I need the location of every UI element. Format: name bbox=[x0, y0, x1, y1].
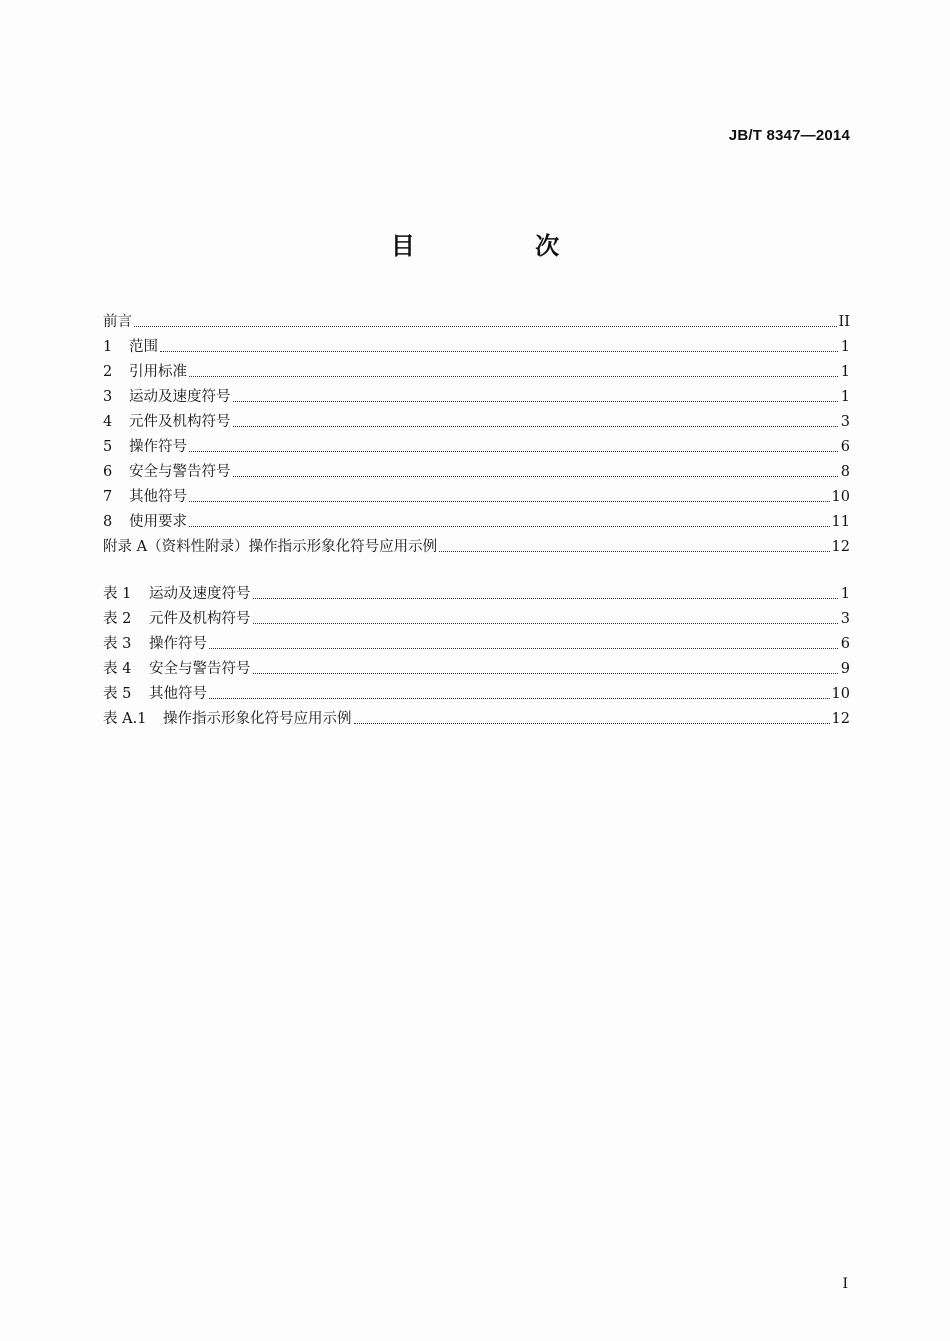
dot-leader bbox=[209, 648, 838, 649]
table-entry-text: 元件及机构符号 bbox=[149, 611, 251, 627]
toc-entry-text: 运动及速度符号 bbox=[129, 389, 231, 405]
table-entry-1[interactable] bbox=[103, 578, 850, 603]
dot-leader bbox=[134, 326, 837, 327]
toc-entry-number: 6 bbox=[103, 464, 113, 480]
toc-page-ref: 10 bbox=[831, 489, 850, 505]
dot-leader bbox=[189, 501, 830, 502]
table-entry-4[interactable] bbox=[103, 653, 850, 678]
toc-entry-number: 4 bbox=[103, 414, 113, 430]
toc-entry-number: 3 bbox=[103, 389, 113, 405]
dot-leader bbox=[354, 723, 830, 724]
toc-entry-number: 7 bbox=[103, 489, 113, 505]
toc-entry-foreword[interactable] bbox=[103, 306, 850, 331]
table-page-ref: 10 bbox=[831, 686, 850, 702]
page-title: 目 次 bbox=[390, 232, 616, 260]
dot-leader bbox=[189, 451, 838, 452]
toc-entry-text: 前言 bbox=[103, 314, 132, 330]
table-page-ref: 1 bbox=[840, 586, 850, 602]
table-entry-text: 安全与警告符号 bbox=[149, 661, 251, 677]
toc-entry-text: 使用要求 bbox=[129, 514, 187, 530]
table-entry-text: 其他符号 bbox=[149, 686, 207, 702]
toc-entry-text: 附录 A（资料性附录）操作指示形象化符号应用示例 bbox=[103, 539, 438, 555]
dot-leader bbox=[160, 351, 838, 352]
table-entry-text: 操作符号 bbox=[149, 636, 207, 652]
dot-leader bbox=[233, 476, 839, 477]
table-entry-number: 表 4 bbox=[103, 661, 132, 677]
table-page-ref: 6 bbox=[840, 636, 850, 652]
table-entry-a1[interactable] bbox=[103, 703, 850, 728]
table-page-ref: 3 bbox=[840, 611, 850, 627]
toc-page-ref: 11 bbox=[831, 514, 850, 530]
dot-leader bbox=[189, 526, 830, 527]
toc-entry-number: 2 bbox=[103, 364, 113, 380]
toc-entry-component-symbols[interactable] bbox=[103, 406, 850, 431]
dot-leader bbox=[253, 598, 839, 599]
page-number: I bbox=[842, 1276, 848, 1292]
dot-leader bbox=[189, 376, 838, 377]
dot-leader bbox=[209, 698, 830, 699]
toc-page-ref: 3 bbox=[840, 414, 850, 430]
table-entry-text: 运动及速度符号 bbox=[149, 586, 251, 602]
dot-leader bbox=[439, 551, 829, 552]
toc-entry-operation-symbols[interactable] bbox=[103, 431, 850, 456]
dot-leader bbox=[253, 673, 839, 674]
standard-code: JB/T 8347—2014 bbox=[728, 127, 850, 144]
toc-entry-other-symbols[interactable] bbox=[103, 481, 850, 506]
table-entry-number: 表 5 bbox=[103, 686, 132, 702]
toc-page-ref: 1 bbox=[840, 389, 850, 405]
toc-entry-text: 范围 bbox=[129, 339, 158, 355]
toc-page-ref: 1 bbox=[840, 364, 850, 380]
table-entry-3[interactable] bbox=[103, 628, 850, 653]
toc-page-ref: II bbox=[838, 314, 850, 330]
toc-entry-number: 5 bbox=[103, 439, 113, 455]
toc-entry-text: 操作符号 bbox=[129, 439, 187, 455]
toc-entry-motion-speed-symbols[interactable] bbox=[103, 381, 850, 406]
toc-page-ref: 1 bbox=[840, 339, 850, 355]
table-page-ref: 9 bbox=[840, 661, 850, 677]
toc-entry-scope[interactable] bbox=[103, 331, 850, 356]
dot-leader bbox=[233, 426, 839, 427]
toc-entry-number: 1 bbox=[103, 339, 113, 355]
toc-entry-text: 安全与警告符号 bbox=[129, 464, 231, 480]
toc-entry-annex-a[interactable] bbox=[103, 531, 850, 556]
toc-page-ref: 8 bbox=[840, 464, 850, 480]
toc-entry-text: 元件及机构符号 bbox=[129, 414, 231, 430]
toc-entry-normative-references[interactable] bbox=[103, 356, 850, 381]
toc-entry-safety-warning-symbols[interactable] bbox=[103, 456, 850, 481]
table-page-ref: 12 bbox=[831, 711, 850, 727]
toc-entry-number: 8 bbox=[103, 514, 113, 530]
table-entry-2[interactable] bbox=[103, 603, 850, 628]
table-list bbox=[103, 578, 850, 728]
table-entry-number: 表 3 bbox=[103, 636, 132, 652]
toc-page-ref: 6 bbox=[840, 439, 850, 455]
table-entry-number: 表 2 bbox=[103, 611, 132, 627]
dot-leader bbox=[253, 623, 839, 624]
table-entry-number: 表 A.1 bbox=[103, 711, 147, 727]
toc-entry-usage-requirements[interactable] bbox=[103, 506, 850, 531]
table-entry-text: 操作指示形象化符号应用示例 bbox=[163, 711, 352, 727]
table-entry-number: 表 1 bbox=[103, 586, 132, 602]
toc-entry-text: 其他符号 bbox=[129, 489, 187, 505]
toc-list bbox=[103, 306, 850, 556]
dot-leader bbox=[233, 401, 839, 402]
table-entry-5[interactable] bbox=[103, 678, 850, 703]
toc-entry-text: 引用标准 bbox=[129, 364, 187, 380]
toc-page-ref: 12 bbox=[831, 539, 850, 555]
